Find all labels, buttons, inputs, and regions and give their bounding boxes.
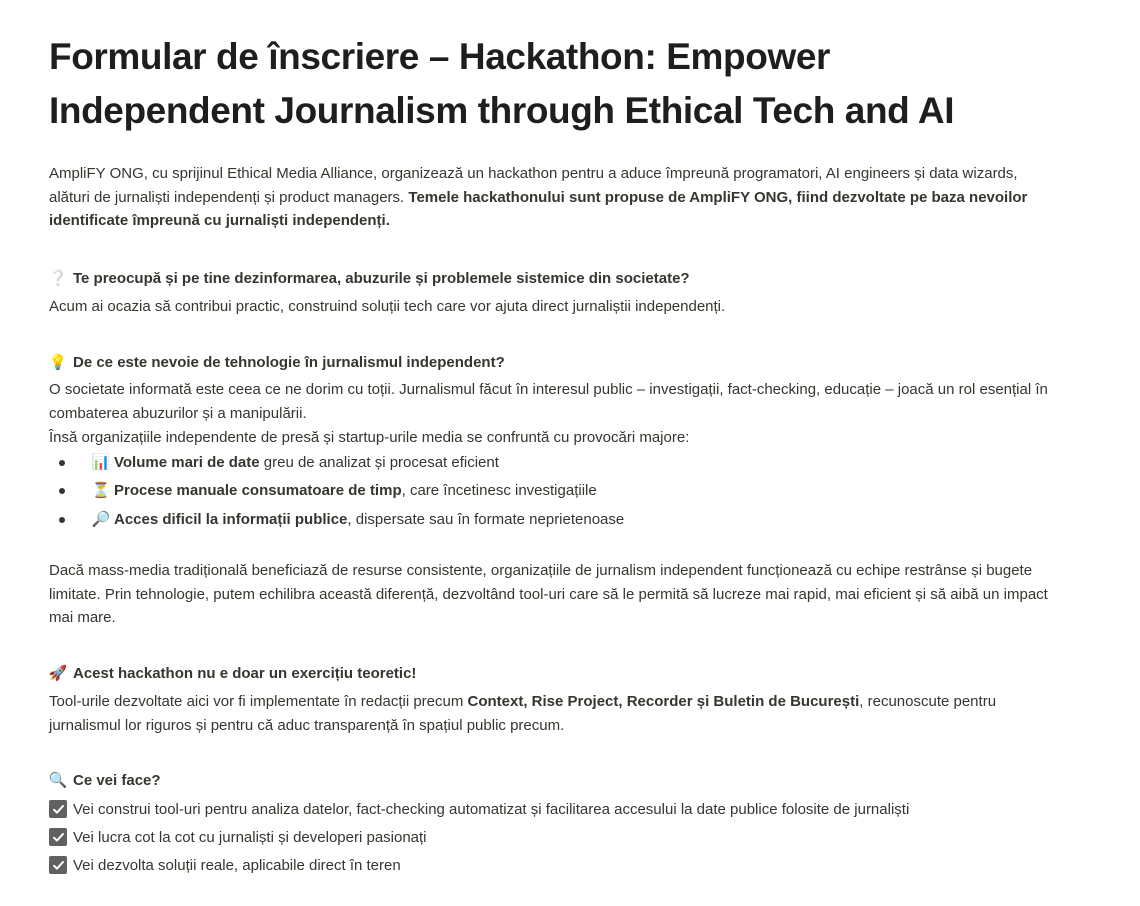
intro-paragraph [49, 162, 1050, 233]
hourglass-icon: ⏳ [91, 482, 111, 499]
list-item [49, 479, 1050, 503]
checklist-item [49, 854, 1050, 878]
challenges-list [49, 451, 1050, 532]
list-item-text: Volume mari de date greu de analizat și procesat eficient [114, 453, 499, 471]
checkbox-checked-icon [49, 856, 67, 874]
list-item-text: Acces dificil la informații publice, dispersate sau în formate neprietenoase [114, 510, 625, 528]
checklist [49, 798, 1050, 878]
list-item [49, 451, 1050, 475]
section-why-tech-heading [49, 351, 1050, 375]
question-mark-icon: ❔ [48, 269, 68, 287]
section-why-tech-paragraph-2: Însă organizațiile independente de presă și startup-urile media se confruntă cu provocări majore: [49, 429, 690, 446]
search-icon: 🔍 [48, 772, 68, 789]
section-concern-heading-text: Te preocupă și pe tine dezinformarea, abuzurile și problemele sistemice din societate? [73, 269, 690, 287]
checkbox-checked-icon [49, 828, 67, 846]
section-concern [49, 267, 1050, 319]
rocket-icon: 🚀 [48, 664, 68, 682]
section-what-you-do-heading-text: Ce vei face? [73, 772, 161, 789]
section-what-you-do-heading [49, 769, 1050, 793]
section-why-tech-paragraph-1: O societate informată este ceea ce ne dorim cu toții. Jurnalismul făcut în interesul public – investigații, fact-checking, educație – joacă un rol esențial în combaterea abuzurilor și a manipulării. [49, 381, 1048, 422]
section-what-you-do [49, 769, 1050, 877]
list-item [49, 508, 1050, 532]
section-concern-heading [49, 267, 1050, 291]
magnifying-glass-icon: 🔎 [91, 510, 111, 528]
intro-bold-text: Temele hackathonului sunt propuse de AmpliFY ONG, fiind dezvoltate pe baza nevoilor identificate împreună cu jurnaliști independenți. [49, 188, 1028, 229]
page-title: Formular de înscriere – Hackathon: Empower Independent Journalism through Ethical Tech and AI [49, 36, 955, 131]
checklist-item [49, 798, 1050, 822]
list-item-text: Procese manuale consumatoare de timp, care încetinesc investigațiile [114, 482, 597, 499]
checkbox-checked-icon [49, 800, 67, 818]
intro-text: AmpliFY ONG, cu sprijinul Ethical Media Alliance, organizează un hackathon pentru a aduce împreună programatori, AI engineers și data wizards, alături de jurnaliști independenți și product managers. [49, 165, 1018, 206]
section-not-theoretical-text: Tool-urile dezvoltate aici vor fi implementate în redacții precum Context, Rise Project, Recorder și Buletin de București, recunoscute pentru jurnalismul lor riguros și pentru că aduc transparență în spațiul public precum. [49, 693, 997, 734]
section-not-theoretical [49, 662, 1050, 738]
section-resources-paragraph: Dacă mass-media tradițională beneficiază de resurse consistente, organizațiile de jurnalism independent funcționează cu echipe restrânse și bugete limitate. Prin tehnologie, putem echilibra această diferență, dezvoltând tool-uri care să le permită să lucreze mai rapid, mai eficient și să aibă un impact mai mare. [49, 562, 1048, 626]
section-why-tech-heading-text: De ce este nevoie de tehnologie în jurnalismul independent? [73, 353, 505, 371]
checklist-item-text: Vei lucra cot la cot cu jurnaliști și developeri pasionați [73, 828, 427, 846]
lightbulb-icon: 💡 [48, 353, 68, 371]
section-not-theoretical-heading [49, 662, 1050, 686]
section-why-tech [49, 351, 1050, 532]
section-concern-text: Acum ai ocazia să contribui practic, construind soluții tech care vor ajuta direct jurnaliștii independenți. [49, 298, 726, 315]
checklist-item-text: Vei dezvolta soluții reale, aplicabile direct în teren [73, 856, 401, 874]
checklist-item [49, 826, 1050, 850]
section-not-theoretical-heading-text: Acest hackathon nu e doar un exercițiu teoretic! [73, 664, 417, 682]
bar-chart-icon: 📊 [91, 453, 111, 471]
checklist-item-text: Vei construi tool-uri pentru analiza datelor, fact-checking automatizat și facilitarea accesului la date publice folosite de jurnaliști [73, 800, 910, 818]
